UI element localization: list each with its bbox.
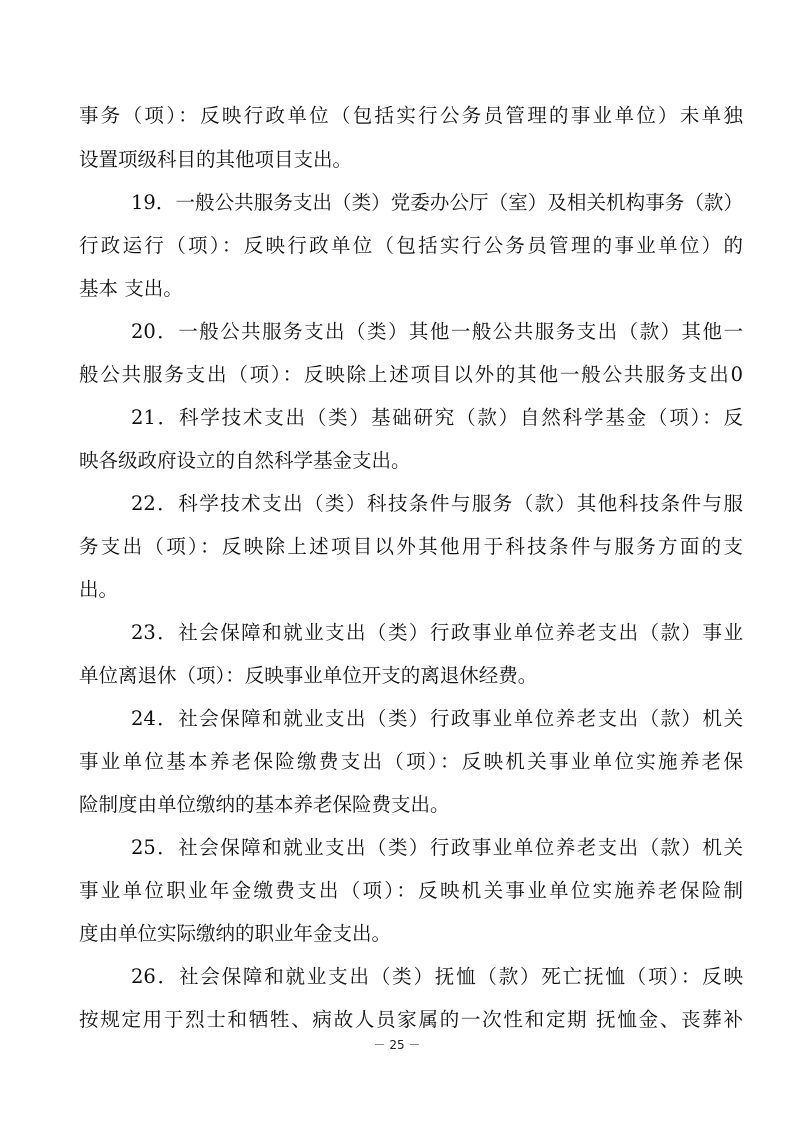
text-line: 险制度由单位缴纳的基本养老保险费支出。: [79, 793, 450, 816]
text-line: 22．科学技术支出（类）科技条件与服务（款）其他科技条件与服: [131, 492, 743, 515]
text-line: 单位离退休（项）：反映事业单位开支的离退休经费。: [79, 664, 538, 687]
text-line: 20．一般公共服务支出（类）其他一般公共服务支出（款）其他一: [131, 320, 743, 343]
text-line: 21．科学技术支出（类）基础研究（款）自然科学基金（项）：反: [131, 406, 743, 429]
text-line: 26．社会保障和就业支出（类）抚恤（款）死亡抚恤（项）：反映: [131, 965, 743, 988]
text-line: 般公共服务支出（项）：反映除上述项目以外的其他一般公共服务支出0: [79, 363, 743, 386]
text-line: 23．社会保障和就业支出（类）行政事业单位养老支出（款）事业: [131, 621, 743, 644]
text-line: 事务（项）：反映行政单位（包括实行公务员管理的事业单位）未单独: [79, 104, 743, 127]
text-line: 25．社会保障和就业支出（类）行政事业单位养老支出（款）机关: [131, 836, 743, 859]
text-line: 19．一般公共服务支出（类）党委办公厅（室）及相关机构事务（款）: [131, 191, 743, 214]
text-line: 度由单位实际缴纳的职业年金支出。: [79, 922, 392, 945]
text-line: 事业单位基本养老保险缴费支出（项）：反映机关事业单位实施养老保: [79, 750, 743, 773]
text-line: 出。: [79, 578, 119, 601]
text-line: 事业单位职业年金缴费支出（项）：反映机关事业单位实施养老保险制: [79, 879, 743, 902]
text-line: 基本 支出。: [79, 277, 183, 300]
text-line: 设置项级科目的其他项目支出。: [79, 148, 353, 171]
text-line: 按规定用于烈士和牺牲、病故人员家属的一次性和定期 抚恤金、丧葬补: [79, 1008, 743, 1031]
text-line: 行政运行（项）：反映行政单位（包括实行公务员管理的事业单位）的: [79, 234, 743, 257]
text-line: 务支出（项）：反映除上述项目以外其他用于科技条件与服务方面的支: [79, 535, 743, 558]
text-line: 映各级政府设立的自然科学基金支出。: [79, 449, 411, 472]
text-line: 24．社会保障和就业支出（类）行政事业单位养老支出（款）机关: [131, 707, 743, 730]
page-number: － 25 －: [373, 1038, 421, 1052]
